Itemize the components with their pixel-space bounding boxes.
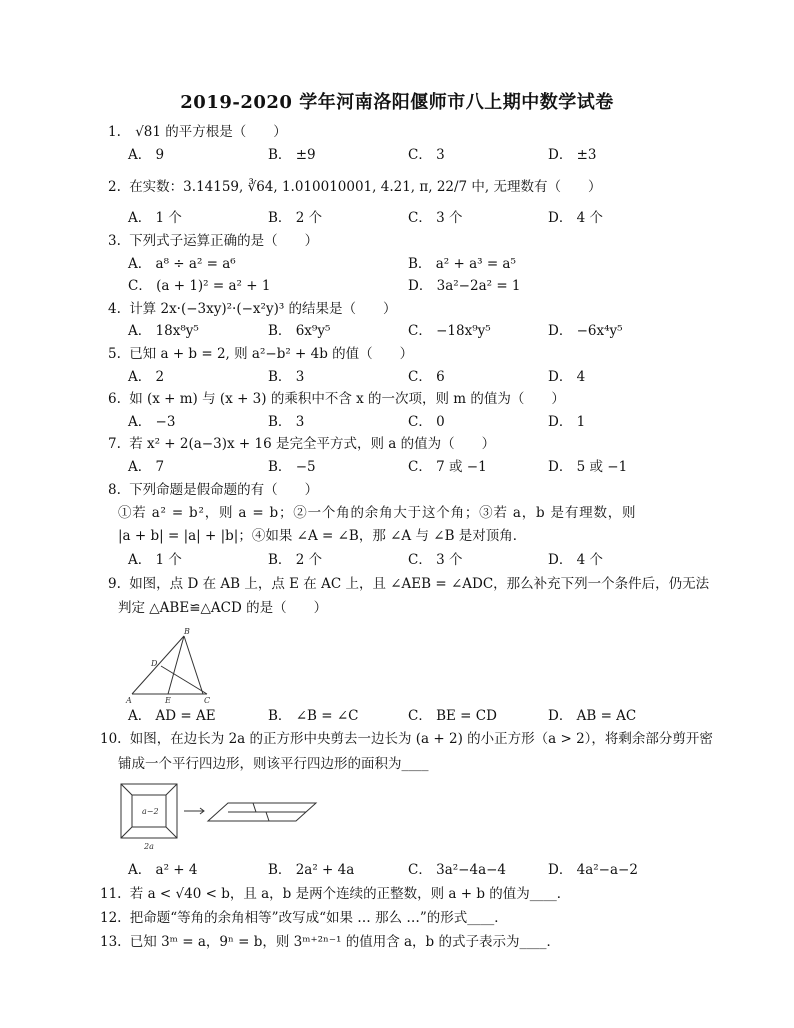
- question-number: 5.: [108, 346, 121, 362]
- question-text: 如 (x + m) 与 (x + 3) 的乘积中不含 x 的一次项，则 m 的值为（ ）: [129, 391, 565, 407]
- option-a: A． 18x⁸y⁵: [128, 323, 199, 339]
- question-12: [100, 909, 508, 927]
- question-text: 如图，在边长为 2a 的正方形中央剪去一边长为 (a + 2) 的小正方形（a > 2），将剩余部分剪开密: [129, 731, 713, 747]
- question-5: [108, 345, 413, 363]
- label-outer: 2a: [144, 842, 154, 851]
- option-d: D． −6x⁴y⁵: [548, 323, 623, 339]
- question-text: 下列式子运算正确的是（ ）: [129, 233, 319, 249]
- question-text: 如图，点 D 在 AB 上，点 E 在 AC 上，且 ∠AEB = ∠ADC，那么补充下列一个条件后，仍无法: [129, 576, 710, 592]
- question-9: [108, 575, 709, 593]
- question-number: 7.: [108, 436, 121, 452]
- question-13: [100, 933, 560, 951]
- question-4: [108, 300, 397, 318]
- question-2: [108, 178, 602, 196]
- question-number: 2.: [108, 179, 121, 195]
- option-c: C． 3: [408, 147, 445, 163]
- question-10: [100, 730, 713, 748]
- question-text: 在实数：3.14159, ∛64, 1.010010001, 4.21, π, 22/7 中, 无理数有（ ）: [129, 179, 602, 195]
- option-b: B． −5: [268, 459, 316, 475]
- option-b: B． ∠B = ∠C: [268, 708, 359, 724]
- option-a: A． 2: [128, 369, 165, 385]
- question-number: 13.: [100, 934, 122, 950]
- option-d: D． ±3: [548, 147, 597, 163]
- question-text: 把命题“等角的余角相等”改写成“如果 … 那么 …”的形式____．: [129, 910, 508, 926]
- option-b: B． 3: [268, 414, 305, 430]
- question-number: 1.: [108, 124, 121, 140]
- option-a: A． 1 个: [128, 552, 182, 568]
- option-a: A． −3: [128, 414, 176, 430]
- option-b: B． 3: [268, 369, 305, 385]
- label-e: E: [165, 696, 171, 704]
- label-inner: a−2: [142, 807, 159, 816]
- option-b: B． ±9: [268, 147, 316, 163]
- question-number: 12.: [100, 910, 122, 926]
- option-c: C． BE = CD: [408, 708, 497, 724]
- option-b: B． 2 个: [268, 210, 323, 226]
- option-b: B． 2a² + 4a: [268, 862, 355, 878]
- option-d: D． 4 个: [548, 210, 603, 226]
- option-d: D． 4: [548, 369, 586, 385]
- option-a: A． 7: [128, 459, 165, 475]
- question-text: √81 的平方根是（ ）: [135, 124, 287, 140]
- option-c: C． 0: [408, 414, 445, 430]
- label-c: C: [204, 696, 211, 704]
- option-b: B． 6x⁹y⁵: [268, 323, 331, 339]
- label-b: B: [184, 628, 190, 636]
- option-c: C． 6: [408, 369, 445, 385]
- page-title: 2019-2020 学年河南洛阳偃师市八上期中数学试卷: [180, 92, 614, 113]
- question-number: 9.: [108, 576, 121, 592]
- question-1: [108, 123, 287, 141]
- option-c: C． −18x⁹y⁵: [408, 323, 491, 339]
- option-a: A． a⁸ ÷ a² = a⁶: [128, 256, 236, 272]
- option-d: D． 3a²−2a² = 1: [408, 278, 521, 294]
- label-d: D: [151, 659, 158, 668]
- option-a: A． a² + 4: [128, 862, 198, 878]
- question-11: [100, 885, 570, 903]
- option-d: D． 1: [548, 414, 586, 430]
- question-3: [108, 232, 318, 250]
- question-8: [108, 481, 318, 499]
- option-b: B． a² + a³ = a⁵: [408, 256, 516, 272]
- option-d: D． 4a²−a−2: [548, 862, 638, 878]
- option-c: C． 3 个: [408, 210, 463, 226]
- question-text: 若 a < √40 < b，且 a，b 是两个连续的正整数，则 a + b 的值为____．: [129, 886, 571, 902]
- question-6: [108, 390, 565, 408]
- question-text: 若 x² + 2(a−3)x + 16 是完全平方式，则 a 的值为（ ）: [129, 436, 496, 452]
- option-c: C． 3a²−4a−4: [408, 862, 507, 878]
- question-number: 11.: [100, 886, 122, 902]
- square-figure: [118, 781, 323, 851]
- question-text: 计算 2x·(−3xy)²·(−x²y)³ 的结果是（ ）: [129, 301, 397, 317]
- option-a: A． 9: [128, 147, 165, 163]
- question-text: 已知 a + b = 2, 则 a²−b² + 4b 的值（ ）: [129, 346, 414, 362]
- label-a: A: [126, 696, 132, 704]
- option-d: D． AB = AC: [548, 708, 637, 724]
- option-b: B． 2 个: [268, 552, 323, 568]
- option-c: C． 3 个: [408, 552, 463, 568]
- option-a: A． 1 个: [128, 210, 182, 226]
- question-text: 下列命题是假命题的有（ ）: [129, 482, 319, 498]
- question-number: 3.: [108, 233, 121, 249]
- option-c: C． (a + 1)² = a² + 1: [128, 278, 271, 294]
- question-number: 6.: [108, 391, 121, 407]
- question-9-cont: 判定 △ABE≌△ACD 的是（ ）: [118, 600, 328, 616]
- option-d: D． 5 或 −1: [548, 459, 628, 475]
- question-number: 4.: [108, 301, 121, 317]
- option-a: A． AD = AE: [128, 708, 216, 724]
- question-8-statements-cont: |a + b| = |a| + |b|；④如果 ∠A = ∠B，那 ∠A 与 ∠B 是对顶角．: [118, 528, 527, 544]
- option-d: D． 4 个: [548, 552, 603, 568]
- question-number: 10.: [100, 731, 122, 747]
- question-8-statements: ①若 a² = b²，则 a = b；②一个角的余角大于这个角；③若 a，b 是有理数，则: [118, 505, 637, 521]
- question-7: [108, 435, 495, 453]
- triangle-figure: [124, 628, 216, 704]
- question-number: 8.: [108, 482, 121, 498]
- question-text: 已知 3ᵐ = a，9ⁿ = b，则 3ᵐ⁺²ⁿ⁻¹ 的值用含 a，b 的式子表示为____．: [129, 934, 560, 950]
- question-10-cont: 铺成一个平行四边形，则该平行四边形的面积为____: [118, 756, 429, 772]
- option-c: C． 7 或 −1: [408, 459, 487, 475]
